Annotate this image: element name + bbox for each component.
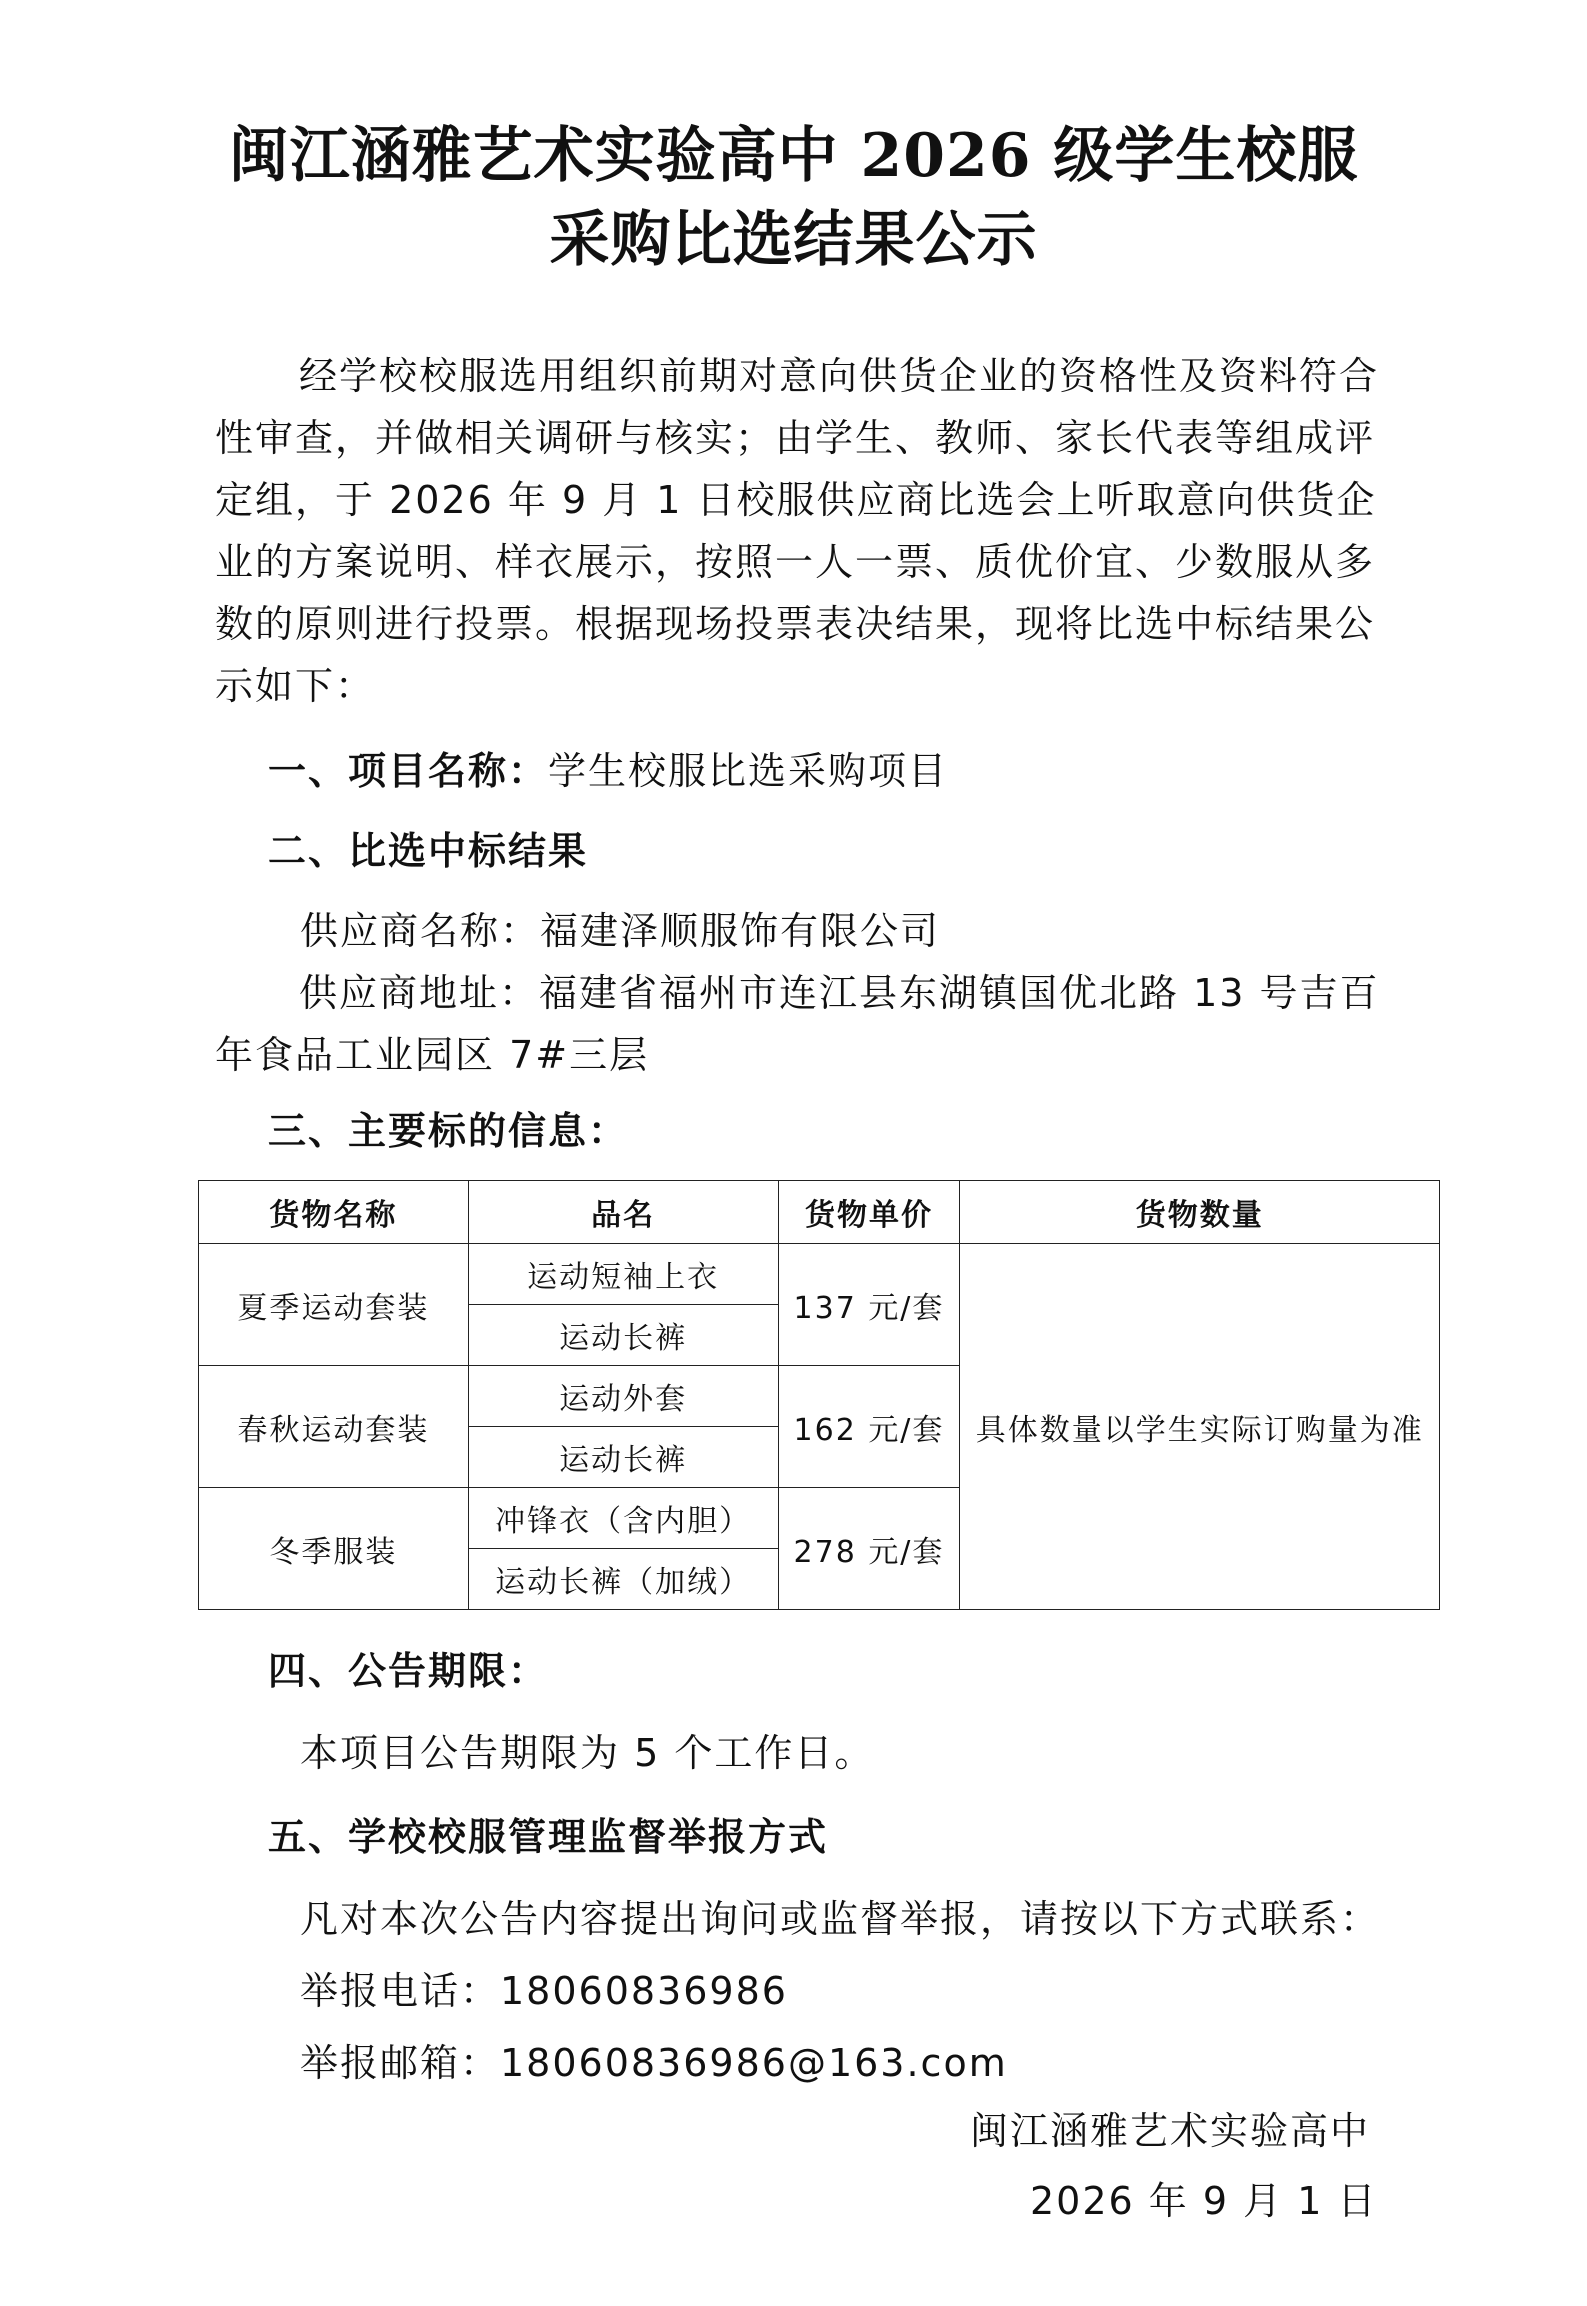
item-name-cell: 运动长裤 — [468, 1305, 778, 1366]
supplier-name: 供应商名称：福建泽顺服饰有限公司 — [300, 909, 941, 953]
section-report-heading: 五、学校校服管理监督举报方式 — [268, 1815, 829, 1859]
header-item-name: 品名 — [468, 1181, 778, 1244]
document-title-line-2: 采购比选结果公示 — [549, 205, 1038, 275]
item-name-cell: 运动短袖上衣 — [468, 1244, 778, 1305]
item-name-cell: 运动长裤 — [468, 1427, 778, 1488]
header-unit-price: 货物单价 — [778, 1181, 960, 1244]
goods-name-cell: 冬季服装 — [199, 1488, 469, 1610]
section-project-name — [268, 740, 948, 802]
section-project-name-label: 一、项目名称： — [268, 749, 549, 793]
report-text: 凡对本次公告内容提出询问或监督举报，请按以下方式联系： — [300, 1897, 1381, 1941]
header-goods-name: 货物名称 — [199, 1181, 469, 1244]
signature-org: 闽江涵雅艺术实验高中 — [970, 2109, 1371, 2153]
supplier-address: 供应商地址：福建省福州市连江县东湖镇国优北路 13 号吉百年食品工业园区 7#三层 — [215, 971, 1380, 1077]
section-info-heading: 三、主要标的信息： — [268, 1109, 629, 1153]
section-result-heading: 二、比选中标结果 — [268, 829, 589, 873]
intro-paragraph: 经学校校服选用组织前期对意向供货企业的资格性及资料符合性审查，并做相关调研与核实；由学生、教师、家长代表等组成评定组，于 2026 年 9 月 1 日校服供应商比选会上听取意向供货企业的方案说明、样衣展示，按照一人一票、质优价宜、少数服从多数的原则进行投票。根据现场投票表决结果，现将比选中标结果公示如下： — [215, 354, 1380, 708]
item-name-cell: 运动长裤（加绒） — [468, 1549, 778, 1610]
unit-price-cell: 137 元/套 — [778, 1244, 960, 1366]
item-name-cell: 运动外套 — [468, 1366, 778, 1427]
quantity-cell: 具体数量以学生实际订购量为准 — [960, 1244, 1440, 1610]
goods-name-cell: 夏季运动套装 — [199, 1244, 469, 1366]
section-project-name-value: 学生校服比选采购项目 — [548, 749, 949, 793]
document-title-line-1: 闽江涵雅艺术实验高中 2026 级学生校服 — [228, 121, 1359, 191]
report-phone: 举报电话：18060836986 — [300, 1969, 788, 2013]
report-email: 举报邮箱：18060836986@163.com — [300, 2041, 1008, 2085]
section-period-heading: 四、公告期限： — [268, 1649, 549, 1693]
goods-table — [198, 1180, 1440, 1610]
unit-price-cell: 278 元/套 — [778, 1488, 960, 1610]
goods-name-cell: 春秋运动套装 — [199, 1366, 469, 1488]
signature-date: 2026 年 9 月 1 日 — [1030, 2179, 1378, 2223]
period-text: 本项目公告期限为 5 个工作日。 — [300, 1731, 875, 1775]
table-row — [199, 1244, 1440, 1305]
header-quantity: 货物数量 — [960, 1181, 1440, 1244]
item-name-cell: 冲锋衣（含内胆） — [468, 1488, 778, 1549]
unit-price-cell: 162 元/套 — [778, 1366, 960, 1488]
table-header-row — [199, 1181, 1440, 1244]
